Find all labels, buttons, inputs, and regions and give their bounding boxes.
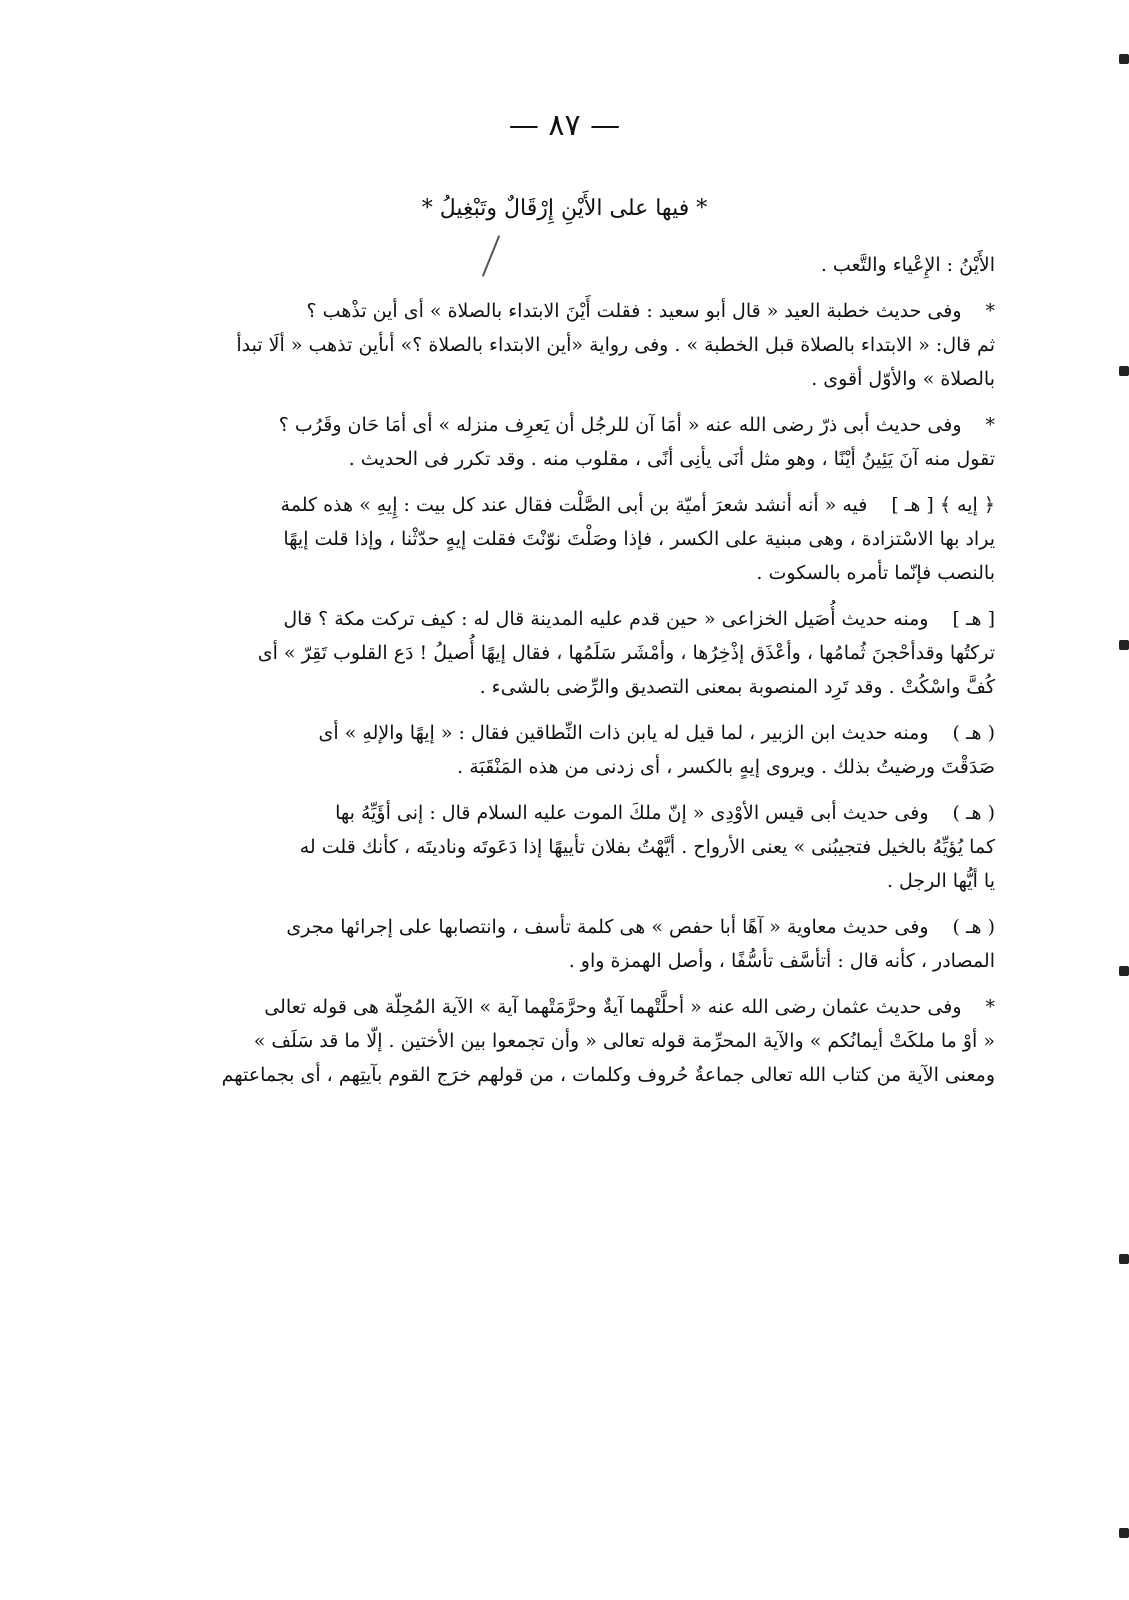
verse-heading: * فيها على الأَيْنِ إِرْقَالٌ وتَبْغِيلُ * <box>421 196 708 221</box>
paragraph-marker: ( هـ ) <box>952 916 995 938</box>
paragraph-7 <box>150 910 995 978</box>
paragraph-line: *وفى حديث خطبة العيد « قال أبو سعيد : فقلت أَيْنَ الابتداء بالصلاة » أى أين تذْهب ؟ <box>306 300 995 322</box>
paragraph-2 <box>150 408 995 476</box>
paragraph-line: *وفى حديث أبى ذرّ رضى الله عنه « أمَا آن للرجُل أن يَعرِف منزله » أى أمَا حَان وقَرُب ؟ <box>278 414 995 436</box>
definition-line: الأَيْنُ : الإِعْياء والتَّعب . <box>820 254 995 276</box>
paragraph-1 <box>150 294 995 396</box>
paragraph-marker: * <box>985 996 995 1018</box>
paragraph-3 <box>150 488 995 590</box>
paragraph-4 <box>150 602 995 704</box>
paragraph-marker: ﴿ إيه ﴾ [ هـ ] <box>891 494 995 516</box>
paragraph-line: صَدَقْتَ ورضيتُ بذلك . ويروى إيهٍ بالكسر ، أى زدنى من هذه المَنْقَبَة . <box>457 756 995 778</box>
scan-edge-mark <box>1119 54 1129 64</box>
paragraph-line: يا أيُّها الرجل . <box>886 870 995 892</box>
paragraph-line: [ هـ ]ومنه حديث أُصَيل الخزاعى « حين قدم عليه المدينة قال له : كيف تركت مكة ؟ قال <box>283 608 995 630</box>
paragraph-line: ( هـ )وفى حديث معاوية « آهًا أبا حفص » هى كلمة تأسف ، وانتصابها على إجرائها مجرى <box>286 916 995 938</box>
paragraph-line: كُفَّ واسْكُتْ . وقد تَرِد المنصوبة بمعنى التصديق والرِّضى بالشىء . <box>479 676 995 698</box>
paragraph-line: ( هـ )ومنه حديث ابن الزبير ، لما قيل له يابن ذات النِّطاقين فقال : « إيهًا والإلهِ » أى <box>318 722 995 744</box>
paragraph-line: يراد بها الاسْتزادة ، وهى مبنية على الكسر ، فإذا وصَلْتَ نوّنْتَ فقلت إيهٍ حدّثْنا ، وإذا قلت إيهًا <box>283 528 995 550</box>
paragraph-marker: * <box>985 300 995 322</box>
body-text <box>150 248 995 1104</box>
scan-edge-mark <box>1119 366 1129 376</box>
paragraph-line: « أوْ ما ملكَتْ أيمانُكم » والآية المحرِّمة قوله تعالى « وأن تجمعوا بين الأختين . إلّا ما قد سَلَف » <box>253 1030 995 1052</box>
scan-edge-mark <box>1119 640 1129 650</box>
paragraph-marker: ( هـ ) <box>952 802 995 824</box>
page-number: — ٨٧ — <box>508 108 621 143</box>
paragraph-marker: * <box>985 414 995 436</box>
paragraph-line: بالنصب فإنّما تأمره بالسكوت . <box>756 562 995 584</box>
paragraph-line: ( هـ )وفى حديث أبى قيس الأوْدِى « إنّ ملكَ الموت عليه السلام قال : إنى أؤَيِّهُ بها <box>335 802 995 824</box>
paragraph-line: كما يُؤيِّهُ بالخيل فتجيبُنى » يعنى الأرواح . أيَّهْتُ بفلان تأييهًا إذا دَعَوتَه وناديتَه ، كأنك قلت له <box>299 836 995 858</box>
paragraph-line: ثم قال: « الابتداء بالصلاة قبل الخطبة » . وفى رواية «أين الابتداء بالصلاة ؟» أىأين تذهب « ألَا تبدأ <box>236 334 995 356</box>
paragraph-line: *وفى حديث عثمان رضى الله عنه « أحلَّتْهما آيةٌ وحرَّمَتْهما آية » الآية المُحِلّة هى قوله تعالى <box>264 996 995 1018</box>
paragraph-line: تركتُها وقدأحْجنَ ثُمامُها ، وأعْذَق إذْخِرُها ، وأمْشَر سَلَمُها ، فقال إيهًا أُصيلُ ! دَع القلوب تَقِرّ » أى <box>257 642 995 664</box>
paragraph-line: ﴿ إيه ﴾ [ هـ ]فيه « أنه أنشد شعرَ أميّة بن أبى الصَّلْت فقال عند كل بيت : إِيهِ » هذه كلمة <box>280 494 995 516</box>
paragraph-line: المصادر ، كأنه قال : أتأسَّف تأسُّفًا ، وأصل الهمزة واو . <box>568 950 995 972</box>
paragraph-line: تقول منه آنَ يَئِينُ أيْنًا ، وهو مثل أنَى يأنِى أنًى ، مقلوب منه . وقد تكرر فى الحديث . <box>348 448 995 470</box>
scan-edge-mark <box>1119 1254 1129 1264</box>
paragraph-line: بالصلاة » والأوّل أقوى . <box>811 368 995 390</box>
paragraph-8 <box>150 990 995 1092</box>
paragraph-6 <box>150 796 995 898</box>
paragraph-marker: ( هـ ) <box>952 722 995 744</box>
paragraph-marker: [ هـ ] <box>952 608 995 630</box>
scan-edge-mark <box>1119 1528 1129 1538</box>
scan-edge-mark <box>1119 966 1129 976</box>
paragraph-line: ومعنى الآية من كتاب الله تعالى جماعةُ حُروف وكلمات ، من قولهم خرَج القوم بآيتِهم ، أى بجماعتهم <box>221 1064 995 1086</box>
paragraph-5 <box>150 716 995 784</box>
